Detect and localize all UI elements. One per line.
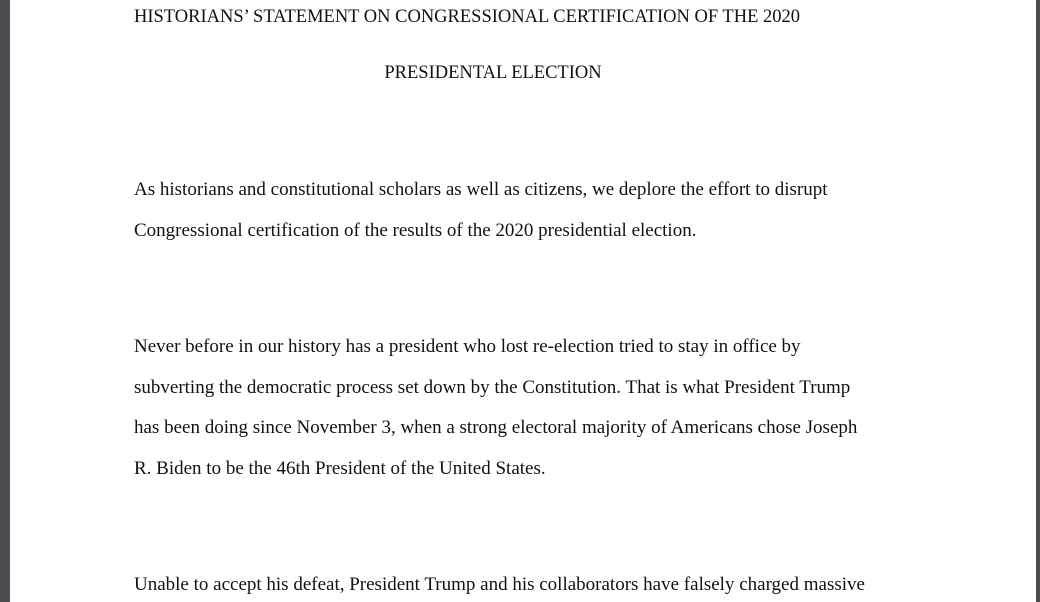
paragraph-2: [134, 337, 857, 499]
document-page: [10, 0, 1036, 602]
paragraph-line: Never before in our history has a president who lost re-election tried to stay in office by: [134, 336, 801, 357]
paragraph-1: [134, 180, 828, 261]
document-title-line-2: PRESIDENTAL ELECTION: [384, 63, 602, 83]
paragraph-line: subverting the democratic process set down by the Constitution. That is what President Trump: [134, 376, 851, 398]
viewer-right-gutter: [1036, 0, 1040, 602]
viewer-left-gutter: [0, 0, 10, 602]
paragraph-line: has been doing since November 3, when a strong electoral majority of Americans chose Joseph: [134, 417, 858, 438]
paragraph-line: R. Biden to be the 46th President of the United States.: [134, 457, 546, 479]
paragraph-line: Unable to accept his defeat, President Trump and his collaborators have falsely charged massive: [134, 574, 865, 595]
paragraph-line: As historians and constitutional scholars as well as citizens, we deplore the effort to disrupt: [134, 179, 828, 200]
document-title-line-1: HISTORIANS’ STATEMENT ON CONGRESSIONAL CERTIFICATION OF THE 2020: [134, 7, 800, 27]
paragraph-line: Congressional certification of the results of the 2020 presidential election.: [134, 219, 697, 241]
paragraph-3: [134, 575, 865, 602]
